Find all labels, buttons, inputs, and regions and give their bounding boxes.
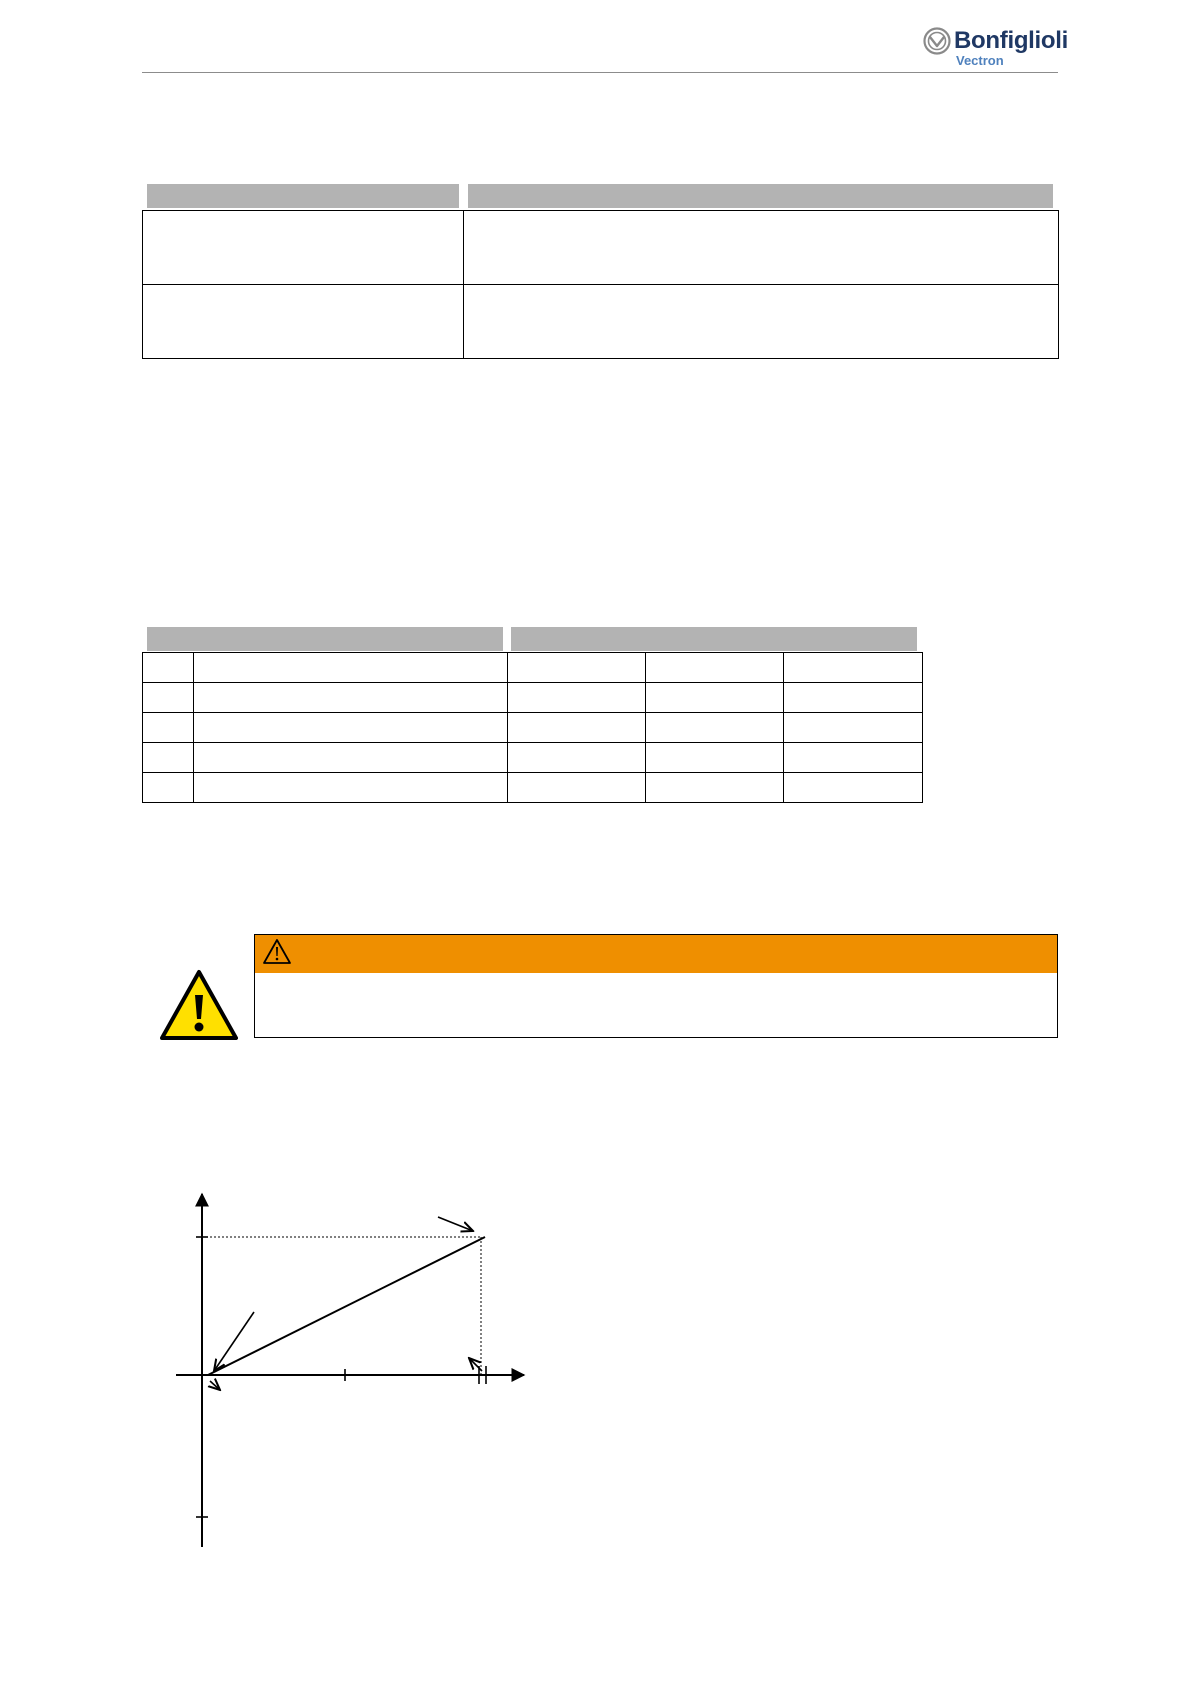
table-cell xyxy=(143,653,194,683)
table-cell xyxy=(464,285,1059,359)
table-cell xyxy=(784,653,923,683)
brand-name: Bonfiglioli xyxy=(954,27,1069,54)
values-table xyxy=(142,652,923,803)
table-cell xyxy=(143,285,464,359)
callout-arrow-origin xyxy=(210,1381,220,1390)
table-cell xyxy=(143,773,194,803)
table-cell xyxy=(646,773,784,803)
table-cell xyxy=(784,713,923,743)
table-cell xyxy=(784,773,923,803)
table-cell xyxy=(143,683,194,713)
warning-triangle-icon xyxy=(261,936,293,966)
table-row xyxy=(143,653,923,683)
table-cell xyxy=(143,743,194,773)
hazard-sign-icon xyxy=(160,969,238,1041)
table-row xyxy=(143,285,1059,359)
table-cell xyxy=(508,713,646,743)
table-cell xyxy=(194,773,508,803)
bonfiglioli-gear-logo-icon xyxy=(923,27,951,55)
table-cell xyxy=(784,743,923,773)
table-row xyxy=(143,211,1059,285)
table-cell xyxy=(646,743,784,773)
characteristic-diagram xyxy=(160,1180,540,1550)
characteristic-line xyxy=(208,1237,485,1375)
table-cell xyxy=(508,653,646,683)
callout-arrow-top xyxy=(438,1217,473,1231)
warning-header-bar xyxy=(255,935,1057,973)
table-cell xyxy=(508,743,646,773)
table-cell xyxy=(194,713,508,743)
header-divider xyxy=(142,72,1058,73)
table-row xyxy=(143,683,923,713)
table-cell xyxy=(143,211,464,285)
callout-arrow-right xyxy=(469,1358,482,1371)
table-cell xyxy=(143,713,194,743)
table-cell xyxy=(646,653,784,683)
table-row xyxy=(143,713,923,743)
table-row xyxy=(143,773,923,803)
table-cell xyxy=(194,683,508,713)
parameter-table xyxy=(142,210,1059,359)
table-cell xyxy=(194,743,508,773)
table-cell xyxy=(508,773,646,803)
values-table-header-left xyxy=(147,627,503,651)
parameter-table-header-left xyxy=(147,184,459,208)
table-cell xyxy=(508,683,646,713)
warning-box xyxy=(254,934,1058,1038)
parameter-table-header-right xyxy=(468,184,1053,208)
table-cell xyxy=(784,683,923,713)
values-table-header-right xyxy=(511,627,917,651)
table-cell xyxy=(464,211,1059,285)
table-row xyxy=(143,743,923,773)
table-cell xyxy=(646,713,784,743)
table-cell xyxy=(646,683,784,713)
brand-sub: Vectron xyxy=(956,53,1004,68)
table-cell xyxy=(194,653,508,683)
brand-logo xyxy=(923,24,1073,70)
